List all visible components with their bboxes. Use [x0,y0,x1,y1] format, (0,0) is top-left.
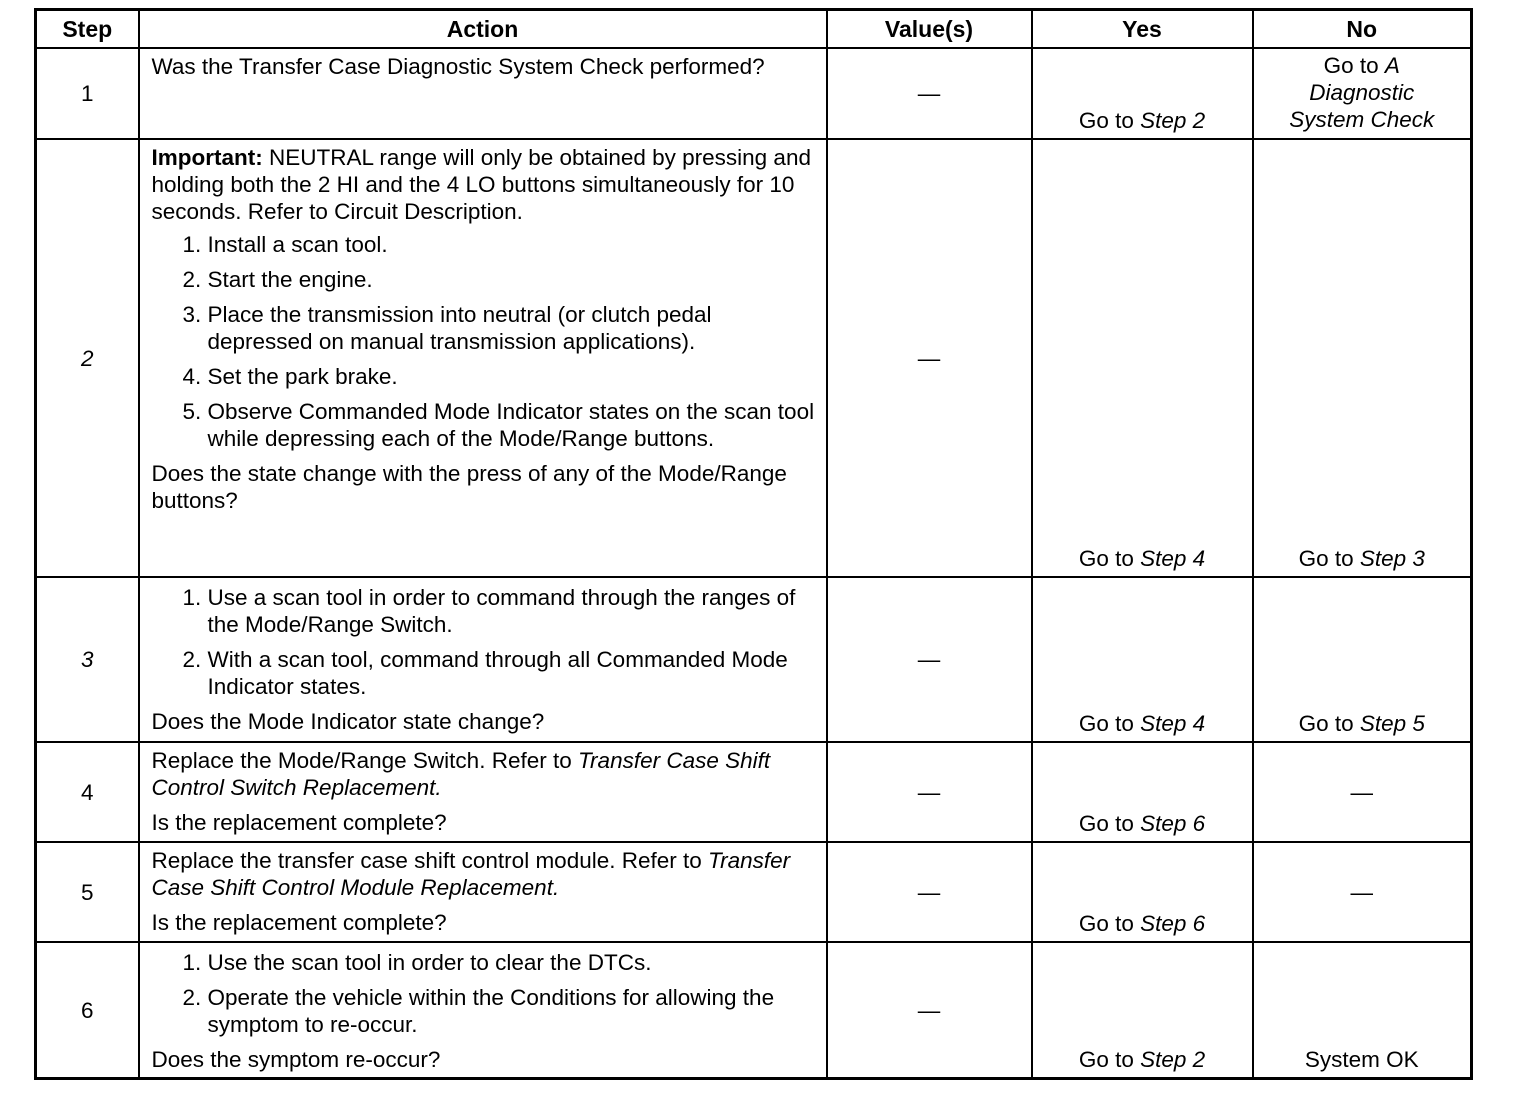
list-item: 2. With a scan tool, command through all Commanded Mode Indicator states. [208,646,818,700]
action-cell [139,577,827,742]
no-target-line-2: Diagnostic [1309,80,1415,105]
list-item: 5. Observe Commanded Mode Indicator states on the scan tool while depressing each of the Mode/Range buttons. [208,398,818,452]
action-text: Was the Transfer Case Diagnostic System Check performed? [151,54,765,79]
important-label: Important: [151,145,263,171]
list-item: 2. Start the engine. [208,266,818,293]
action-cell [139,48,827,139]
action-text [152,847,818,901]
yes-prefix: Go to [1078,811,1134,837]
action-text-lead: Replace the transfer case shift control module. Refer to [151,848,709,874]
important-note [152,144,818,225]
step-list [152,949,818,1038]
header-no: No [1253,10,1472,49]
table-row-step-4 [36,742,1472,842]
no-cell: — [1253,842,1472,942]
table-row-step-2 [36,139,1472,577]
action-text [152,747,818,801]
reference-link: Transfer Case Shift Control Switch Replacement [151,748,771,801]
yes-prefix: Go to [1078,911,1134,937]
yes-prefix: Go to [1078,1047,1134,1072]
yes-cell [1032,842,1253,942]
diagnostic-table [34,8,1473,1080]
value-cell: — [827,842,1032,942]
yes-prefix: Go to [1078,711,1134,737]
value-cell: — [827,577,1032,742]
question-text: Does the state change with the press of any of the Mode/Range buttons? [151,461,787,514]
question-text: Does the symptom re-occur? [151,1047,441,1073]
yes-target: Step 4 [1140,546,1206,572]
yes-prefix: Go to [1078,108,1134,134]
yes-cell [1032,139,1253,577]
step-number: 6 [36,942,139,1078]
important-text: NEUTRAL range will only be obtained by pressing and holding both the 2 HI and the 4 LO buttons simultaneously for 10 seconds. Refer to Circuit Description. [151,145,811,225]
yes-target: Step 2 [1140,108,1206,134]
question-text: Is the replacement complete? [151,810,447,836]
step-number: 2 [36,139,139,577]
action-cell [139,942,827,1078]
yes-prefix: Go to [1078,546,1134,572]
no-prefix: Go to [1298,711,1354,737]
no-prefix: Go to [1323,53,1379,78]
header-row [36,10,1472,49]
table-row-step-1 [36,48,1472,139]
no-target: Step 5 [1359,711,1425,737]
step-number: 3 [36,577,139,742]
no-target-line-3: System Check [1289,107,1435,132]
header-step: Step [36,10,139,49]
list-item: 1. Use a scan tool in order to command through the ranges of the Mode/Range Switch. [208,584,818,638]
list-item: 1. Use the scan tool in order to clear the DTCs. [208,949,818,976]
action-cell [139,842,827,942]
reference-end: . [552,875,560,901]
action-text-lead: Replace the Mode/Range Switch. Refer to [151,748,578,774]
no-cell [1253,139,1472,577]
step-number: 4 [36,742,139,842]
no-cell: — [1253,742,1472,842]
value-cell: — [827,942,1032,1078]
question-text: Does the Mode Indicator state change? [151,709,545,735]
value-cell: — [827,139,1032,577]
yes-cell [1032,577,1253,742]
reference-end: . [435,775,442,801]
no-prefix: Go to [1298,546,1354,572]
yes-cell [1032,742,1253,842]
list-item: 2. Operate the vehicle within the Conditions for allowing the symptom to re-occur. [208,984,818,1038]
list-item: 1. Install a scan tool. [208,231,818,258]
table-row-step-5 [36,842,1472,942]
step-number: 5 [36,842,139,942]
reference-link: Transfer Case Shift Control Module Replacement [151,848,791,901]
no-cell: System OK [1253,942,1472,1078]
list-item: 3. Place the transmission into neutral (or clutch pedal depressed on manual transmission applications). [208,301,818,355]
no-cell [1253,577,1472,742]
value-cell: — [827,742,1032,842]
step-list [152,584,818,700]
header-values: Value(s) [827,10,1032,49]
yes-target: Step 4 [1140,711,1206,737]
yes-cell [1032,48,1253,139]
step-list [152,231,818,452]
action-cell [139,139,827,577]
action-cell [139,742,827,842]
yes-cell [1032,942,1253,1078]
no-target: Step 3 [1359,546,1425,572]
yes-target: Step 6 [1140,811,1206,837]
header-yes: Yes [1032,10,1253,49]
header-action: Action [139,10,827,49]
value-cell: — [827,48,1032,139]
step-number: 1 [36,48,139,139]
table-row-step-6 [36,942,1472,1078]
yes-target: Step 6 [1140,911,1206,937]
no-target: A [1384,53,1400,78]
table-row-step-3 [36,577,1472,742]
no-cell [1253,48,1472,139]
question-text: Is the replacement complete? [151,910,447,936]
yes-target: Step 2 [1140,1047,1206,1072]
list-item: 4. Set the park brake. [208,363,818,390]
